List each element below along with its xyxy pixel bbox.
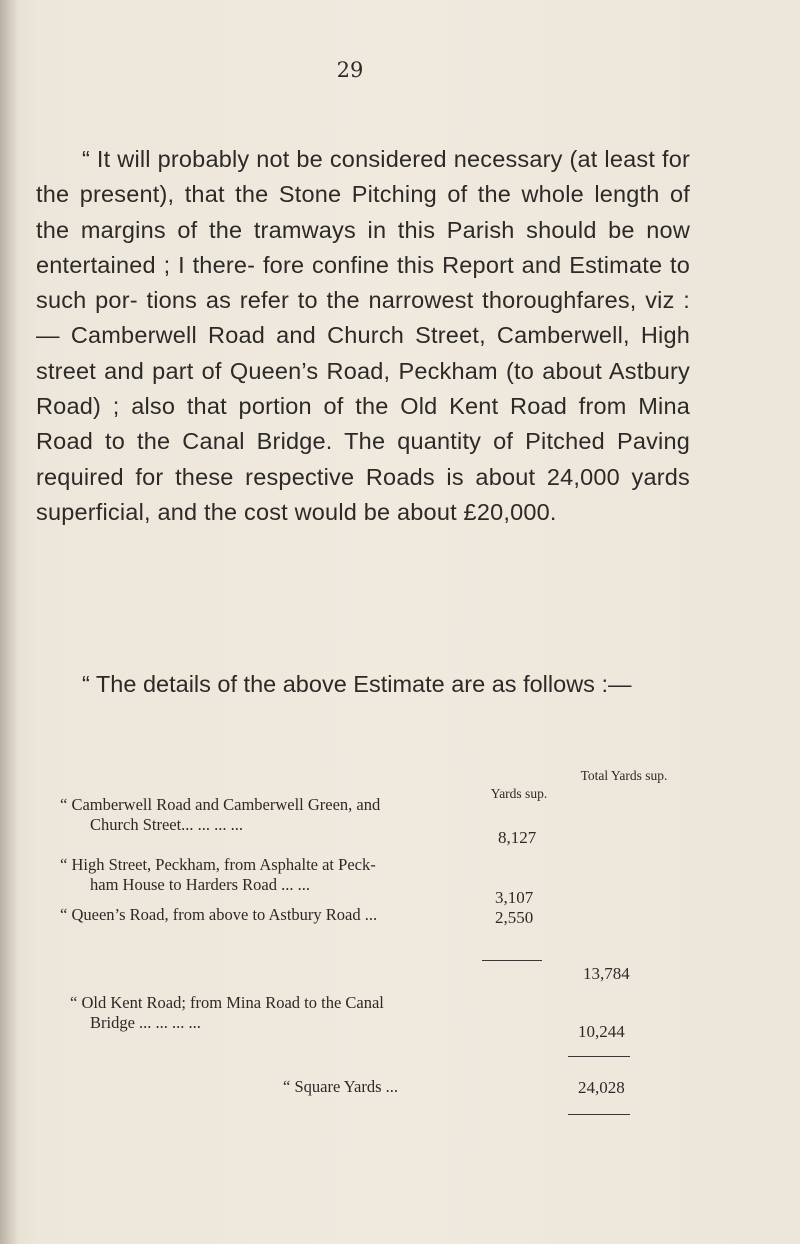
row-queens-road-line1: “ Queen’s Road, from above to Astbury Road ... <box>60 905 378 924</box>
grand-total-value: 24,028 <box>578 1078 625 1097</box>
paragraph-1-text: “ It will probably not be considered necessary (at least for the present), that the Stone Pitching of the whole length of the margins of the tramways in this Parish should be now entertained ; I there- fore confine this Report and Estimate to such por- tions as refer to the narrowest thoroughfares, viz :— Camberwell Road and Church Street, Camberwell, High street and part of Queen’s Road, Peckham (to about Astbury Road) ; also that portion of the Old Kent Road from Mina Road to the Canal Bridge. The quantity of Pitched Paving required for these respective Roads is about 24,000 yards superficial, and the cost would be about £20,000. <box>36 146 690 525</box>
row-high-street-line1: “ High Street, Peckham, from Asphalte at Peck- <box>60 855 376 874</box>
row-old-kent-total: 10,244 <box>578 1022 625 1041</box>
row-camberwell-line1: “ Camberwell Road and Camberwell Green, and <box>60 795 381 814</box>
body-paragraph-2: “ The details of the above Estimate are as follows :— <box>82 671 632 697</box>
page-number: 29 <box>336 58 364 82</box>
row-camberwell-line2: Church Street... ... ... ... <box>90 815 244 834</box>
row-high-street-yards: 3,107 <box>495 888 534 907</box>
col-header-total: Total Yards sup. <box>580 768 668 783</box>
total-label: “ Square Yards ... <box>283 1077 399 1096</box>
row-queens-road-yards: 2,550 <box>495 908 534 927</box>
subtotal-value: 13,784 <box>583 964 630 983</box>
total-rule-bottom <box>568 1114 630 1115</box>
row-high-street-line2: ham House to Harders Road ... ... <box>90 875 310 894</box>
col-header-yards: Yards sup. <box>490 786 548 801</box>
row-old-kent-line1: “ Old Kent Road; from Mina Road to the Canal <box>70 993 384 1012</box>
subtotal-rule <box>482 960 542 961</box>
row-old-kent-line2: Bridge ... ... ... ... <box>90 1013 201 1032</box>
row-camberwell-yards: 8,127 <box>498 828 537 847</box>
total-rule-top <box>568 1056 630 1057</box>
